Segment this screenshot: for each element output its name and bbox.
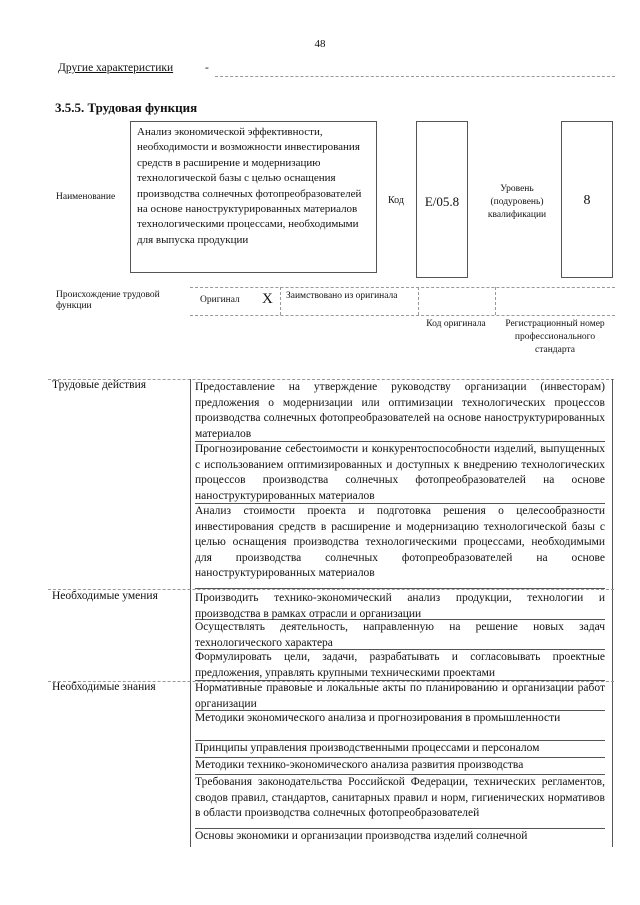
- divider: [418, 287, 419, 315]
- original-label: Оригинал: [200, 295, 240, 305]
- divider: [280, 287, 281, 315]
- table-column-rule: [190, 379, 191, 847]
- skill-item: Формулировать цели, задачи, разрабатывать и согласовывать проектные предложения, управлять крупными техническими проектами: [195, 650, 605, 681]
- actions-label: Трудовые действия: [52, 379, 147, 391]
- knowledge-item: Методики технико-экономического анализа развития производства: [195, 758, 605, 775]
- registration-number-label: Регистрационный номер профессионального стандарта: [505, 319, 605, 355]
- page-number: 48: [314, 38, 326, 50]
- action-item: Прогнозирование себестоимости и конкурентоспособности изделий, выпущенных с использованием оптимизированных и доступных к внедрению технологических процессов производства солнечных фотопреобразователей на основе наноструктурированных материалов: [195, 442, 605, 504]
- divider: [190, 287, 615, 288]
- code-original-label: Код оригинала: [426, 319, 486, 329]
- divider: [495, 287, 496, 315]
- code-label: Код: [388, 195, 404, 206]
- skill-item: Производить технико-экономический анализ продукции, технологии и производства в рамках отрасли и организации: [195, 592, 605, 620]
- qualification-level-value: 8: [583, 193, 591, 208]
- knowledge-item: Требования законодательства Российской Федерации, технических регламентов, сводов правил, стандартов, санитарных правил и норм, гигиенических нормативов в области производства солнечных фотопреобразователей: [195, 775, 605, 829]
- knowledge-item: Основы экономики и организации производства изделий солнечной: [195, 830, 528, 842]
- section-title: 3.5.5. Трудовая функция: [55, 100, 198, 115]
- name-label: Наименование: [56, 192, 116, 202]
- action-item: Предоставление на утверждение руководству организации (инвесторам) предложения о модернизации или оптимизации технологических процессов производства солнечных фотопреобразователей на основе наноструктурированных материалов: [195, 380, 605, 442]
- divider: [215, 76, 615, 77]
- knowledge-item: Методики экономического анализа и прогнозирования в промышленности: [195, 711, 605, 741]
- qualification-level-label: Уровень (подуровень) квалификации: [487, 184, 547, 220]
- function-name: Анализ экономической эффективности, необходимости и возможности инвестирования средств в расширение и модернизацию технологической базы с целью оснащения производства солнечных фотопреобразователей на основе наноструктурированных материалов технологическими процессами, необходимыми для выпуска продукции: [137, 126, 362, 246]
- knowledge-label: Необходимые знания: [52, 681, 156, 693]
- other-characteristics-label: Другие характеристики: [58, 62, 174, 74]
- table-right-rule: [612, 379, 613, 847]
- origin-label: Происхождение трудовой функции: [56, 290, 160, 311]
- knowledge-item: Принципы управления производственными процессами и персоналом: [195, 741, 605, 758]
- original-mark: X: [262, 291, 273, 307]
- skills-label: Необходимые умения: [52, 590, 158, 602]
- divider: [190, 315, 615, 316]
- borrowed-label: Заимствовано из оригинала: [286, 291, 398, 301]
- skill-item: Осуществлять деятельность, направленную на решение новых задач технологического характера: [195, 621, 605, 649]
- other-characteristics-value: -: [205, 62, 209, 74]
- action-item: Анализ стоимости проекта и подготовка решения о целесообразности инвестирования средств в расширение и модернизацию технологической базы с целью оснащения производства технологическими процессами, необходимыми для производства солнечных фотопреобразователей на основе наноструктурированных материалов: [195, 504, 605, 589]
- knowledge-item: Нормативные правовые и локальные акты по планированию и организации работ организации: [195, 682, 605, 710]
- code-value: E/05.8: [424, 194, 460, 209]
